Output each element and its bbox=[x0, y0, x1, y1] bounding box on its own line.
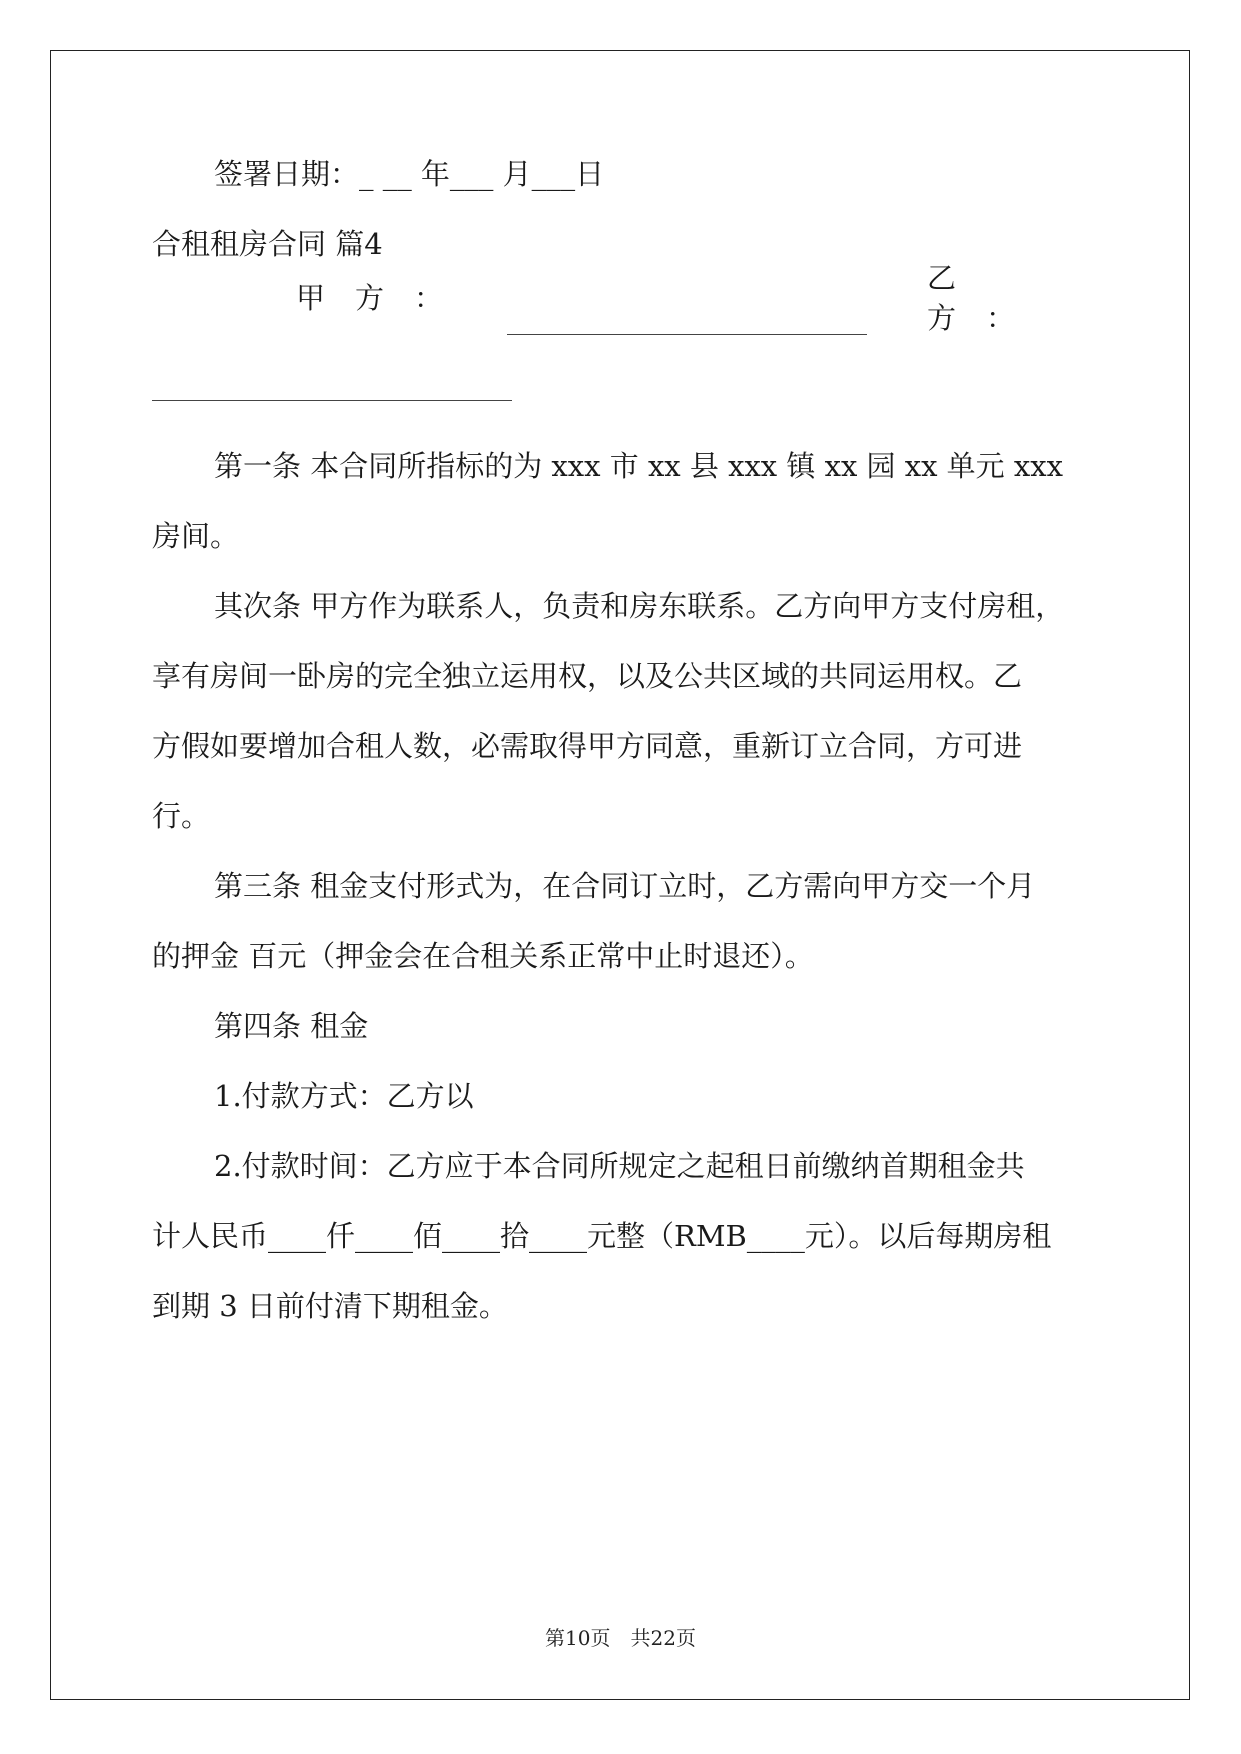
section-title: 合租租房合同 篇4 bbox=[152, 227, 383, 261]
paragraph-line: 到期 3 日前付清下期租金。 bbox=[152, 1289, 508, 1323]
paragraph-line: 的押金 百元（押金会在合租关系正常中止时退还）。 bbox=[152, 939, 814, 973]
paragraph-line: 其次条 甲方作为联系人，负责和房东联系。乙方向甲方支付房租， bbox=[214, 589, 1065, 623]
page-number: 第10页 共22页 bbox=[545, 1626, 696, 1650]
paragraph-line: 第一条 本合同所指标的为 xxx 市 xx 县 xxx 镇 xx 园 xx 单元 xxx bbox=[214, 449, 1063, 483]
party-b-label: 乙方： bbox=[927, 261, 1046, 335]
paragraph-line: 享有房间一卧房的完全独立运用权，以及公共区域的共同运用权。乙 bbox=[152, 659, 1023, 693]
party-b-blank bbox=[152, 400, 512, 401]
paragraph-line: 第四条 租金 bbox=[214, 1009, 369, 1043]
party-a-blank bbox=[507, 334, 867, 335]
paragraph-line: 第三条 租金支付形式为，在合同订立时，乙方需向甲方交一个月 bbox=[214, 869, 1036, 903]
paragraph-line: 房间。 bbox=[152, 519, 240, 553]
paragraph-line: 2.付款时间：乙方应于本合同所规定之起租日前缴纳首期租金共 bbox=[214, 1149, 1025, 1183]
paragraph-line: 方假如要增加合租人数，必需取得甲方同意，重新订立合同，方可进 bbox=[152, 729, 1023, 763]
party-a-label: 甲方： bbox=[296, 281, 474, 315]
paragraph-line: 行。 bbox=[152, 799, 211, 833]
paragraph-line: 1.付款方式：乙方以 bbox=[214, 1079, 474, 1113]
sign-date-line: 签署日期：_ __ 年___ 月___日 bbox=[214, 157, 605, 191]
paragraph-line: 计人民币____仟____佰____拾____元整（RMB____元）。以后每期房租 bbox=[152, 1219, 1052, 1253]
